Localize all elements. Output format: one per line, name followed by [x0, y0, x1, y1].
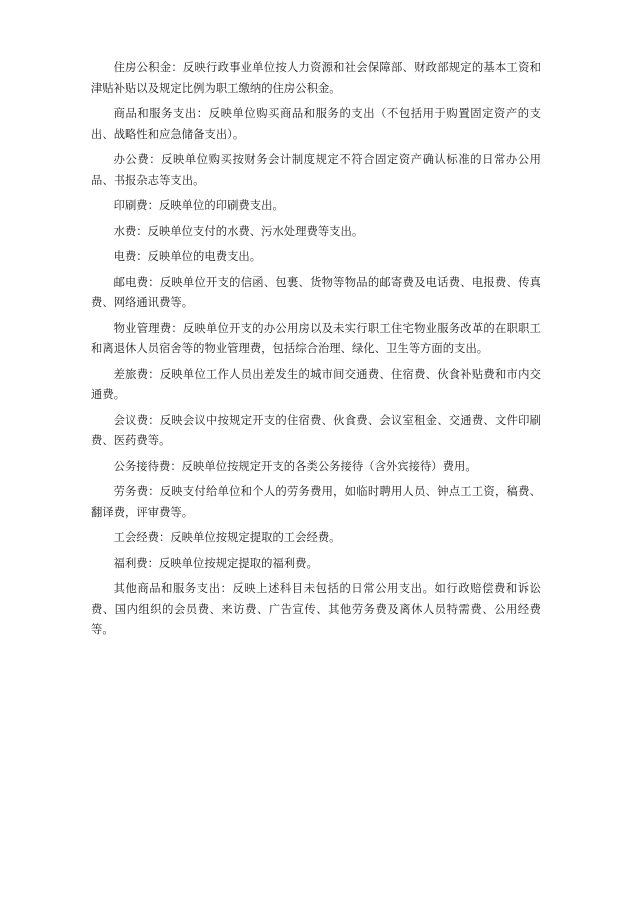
paragraph-labor-service: 劳务费：反映支付给单位和个人的劳务费用，如临时聘用人员、钟点工工资，稿费、翻译费，评审费等。 — [91, 485, 541, 519]
paragraph-postal-telecom: 邮电费：反映单位开支的信函、包裹、货物等物品的邮寄费及电话费、电报费、传真费、网络通讯费等。 — [91, 275, 541, 309]
paragraph-meeting: 会议费：反映会议中按规定开支的住宿费、伙食费、会议室租金、交通费、文件印刷费、医药费等。 — [91, 413, 541, 447]
paragraph-electricity: 电费：反映单位的电费支出。 — [113, 250, 262, 263]
paragraph-other-goods-services: 其他商品和服务支出：反映上述科目未包括的日常公用支出。如行政赔偿费和诉讼费、国内组织的会员费、来访费、广告宣传、其他劳务费及离休人员特需费、公用经费等。 — [91, 582, 541, 636]
paragraph-goods-services: 商品和服务支出：反映单位购买商品和服务的支出（不包括用于购置固定资产的支出、战略性和应急储备支出）。 — [91, 107, 541, 141]
paragraph-office-expenses: 办公费：反映单位购买按财务会计制度规定不符合固定资产确认标准的日常办公用品、书报杂志等支出。 — [91, 153, 541, 187]
paragraph-union-funds: 工会经费：反映单位按规定提取的工会经费。 — [113, 531, 341, 544]
paragraph-property-management: 物业管理费：反映单位开支的办公用房以及未实行职工住宅物业服务改革的在职职工和离退休人员宿舍等的物业管理费，包括综合治理、绿化、卫生等方面的支出。 — [91, 321, 541, 355]
paragraph-printing: 印刷费：反映单位的印刷费支出。 — [113, 199, 284, 212]
document-body — [91, 58, 541, 646]
paragraph-water: 水费：反映单位支付的水费、污水处理费等支出。 — [113, 224, 364, 238]
paragraph-housing-fund: 住房公积金：反映行政事业单位按人力资源和社会保障部、财政部规定的基本工资和津贴补贴以及规定比例为职工缴纳的住房公积金。 — [91, 61, 541, 95]
paragraph-travel: 差旅费：反映单位工作人员出差发生的城市间交通费、住宿费、伙食补贴费和市内交通费。 — [91, 367, 541, 401]
paragraph-official-reception: 公务接待费：反映单位按规定开支的各类公务接待（含外宾接待）费用。 — [113, 459, 477, 473]
paragraph-welfare: 福利费：反映单位按规定提取的福利费。 — [113, 556, 318, 570]
